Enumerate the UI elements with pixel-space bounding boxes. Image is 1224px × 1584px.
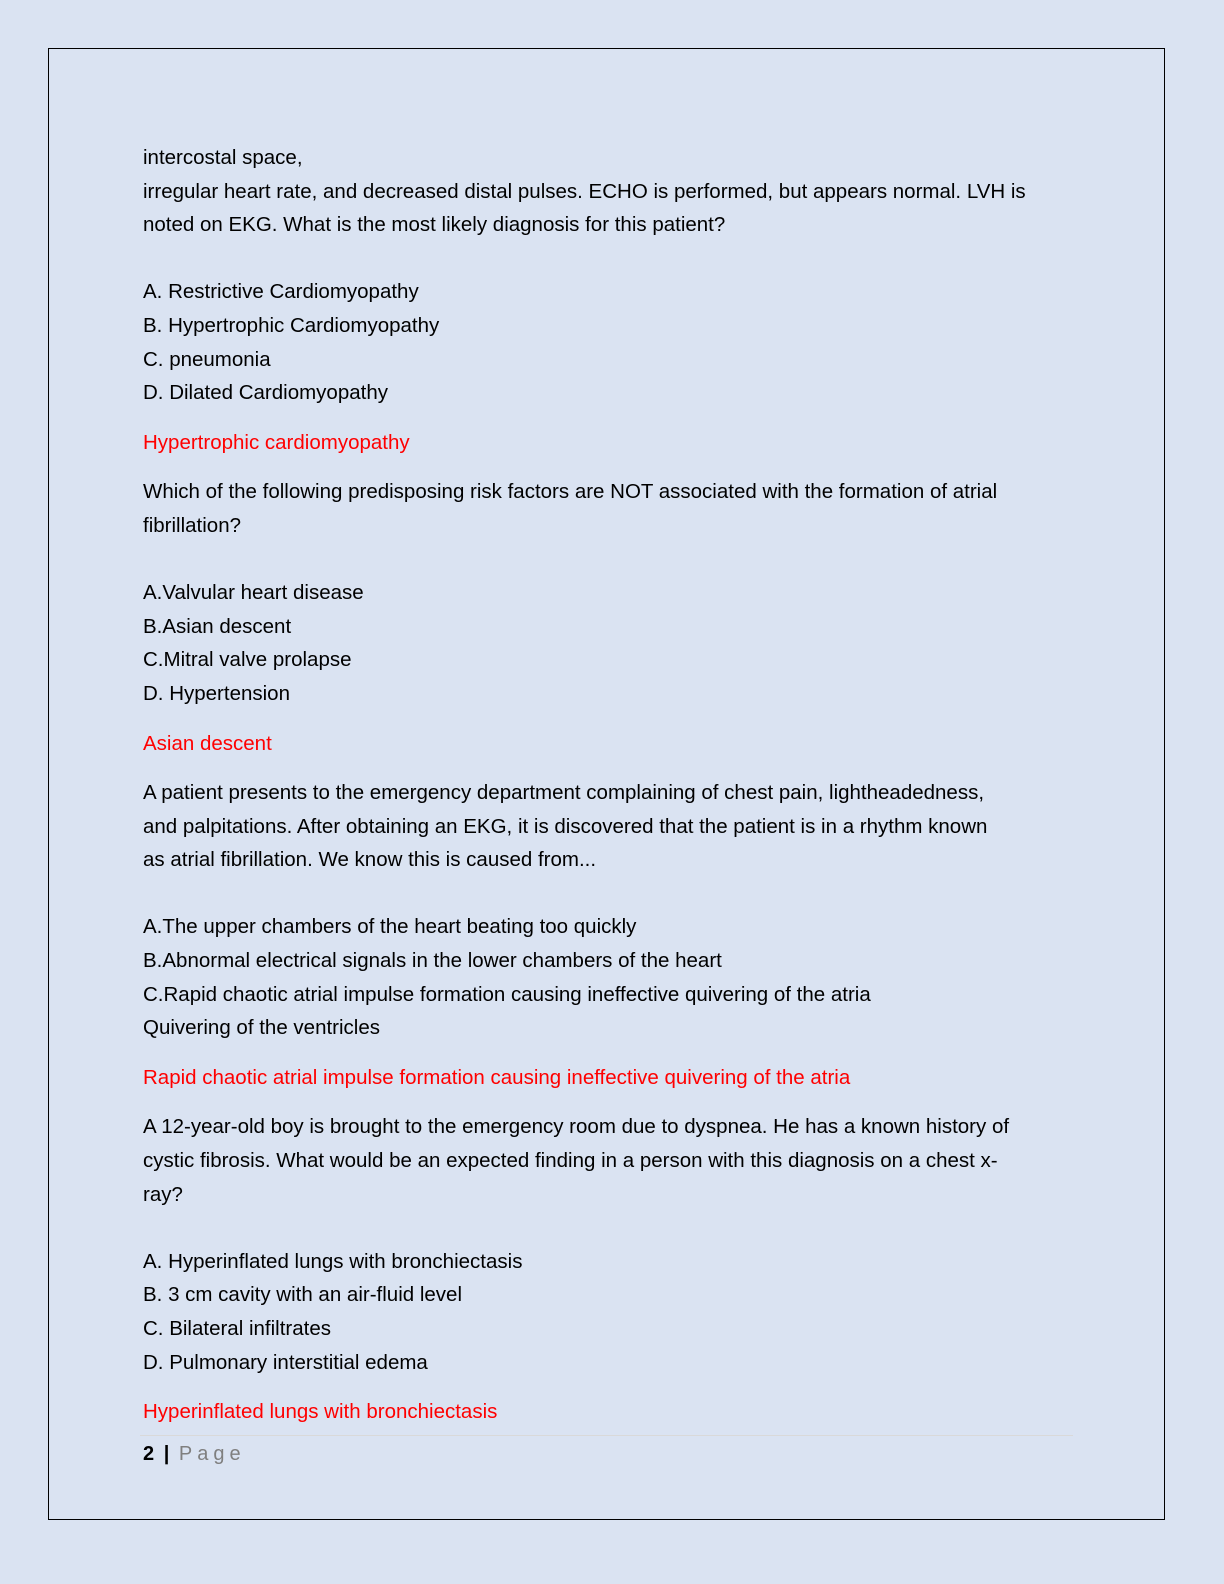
q3-option-b: B.Abnormal electrical signals in the lower chambers of the heart <box>143 949 722 973</box>
footer-divider <box>140 1435 1073 1436</box>
q2-option-d: D. Hypertension <box>143 681 290 705</box>
footer-separator: | <box>163 1443 170 1465</box>
spacer <box>143 877 1073 911</box>
q3-option-d: Quivering of the ventricles <box>143 1016 381 1040</box>
q3-stem-line-1: A patient presents to the emergency department complaining of chest pain, lightheadedness, <box>143 781 985 805</box>
q4-option-c: C. Bilateral infiltrates <box>143 1317 331 1340</box>
q4-option-a: A. Hyperinflated lungs with bronchiectasis <box>143 1249 523 1273</box>
q1-option-b: B. Hypertrophic Cardiomyopathy <box>143 313 440 337</box>
q2-option-a: A.Valvular heart disease <box>143 581 364 605</box>
q3-stem-line-3: as atrial fibrillation. We know this is caused from... <box>143 848 597 872</box>
q4-option-d: D. Pulmonary interstitial edema <box>143 1350 428 1374</box>
q3-stem-line-2: and palpitations. After obtaining an EKG, it is discovered that the patient is in a rhythm known <box>143 814 988 838</box>
q4-answer: Hyperinflated lungs with bronchiectasis <box>143 1400 498 1424</box>
q4-option-b: B. 3 cm cavity with an air-fluid level <box>143 1283 463 1307</box>
q2-stem-line-2: fibrillation? <box>143 513 241 537</box>
q4-stem-line-3: ray? <box>143 1182 183 1206</box>
document-body <box>143 141 1073 1445</box>
q1-stem-line-3: noted on EKG. What is the most likely diagnosis for this patient? <box>143 213 726 237</box>
page-footer <box>143 1440 246 1468</box>
q2-answer: Asian descent <box>143 731 272 755</box>
page-number: 2 <box>143 1443 155 1465</box>
q1-stem-line-2: irregular heart rate, and decreased distal pulses. ECHO is performed, but appears normal. LVH is <box>143 179 1026 203</box>
q1-answer: Hypertrophic cardiomyopathy <box>143 430 410 454</box>
spacer <box>143 543 1073 577</box>
spacer <box>143 1211 1073 1245</box>
q3-option-a: A.The upper chambers of the heart beating too quickly <box>143 915 637 939</box>
q1-option-c: C. pneumonia <box>143 347 271 371</box>
q4-stem-line-2: cystic fibrosis. What would be an expected finding in a person with this diagnosis on a chest x- <box>143 1149 998 1173</box>
q1-option-a: A. Restrictive Cardiomyopathy <box>143 280 419 304</box>
spacer <box>143 242 1073 276</box>
q1-option-d: D. Dilated Cardiomyopathy <box>143 381 388 405</box>
page-label: Page <box>178 1443 246 1465</box>
q3-answer: Rapid chaotic atrial impulse formation causing ineffective quivering of the atria <box>143 1065 851 1089</box>
q2-stem-line-1: Which of the following predisposing risk factors are NOT associated with the formation of atrial <box>143 480 998 504</box>
q4-stem-line-1: A 12-year-old boy is brought to the emergency room due to dyspnea. He has a known history of <box>143 1115 1010 1139</box>
q3-option-c: C.Rapid chaotic atrial impulse formation causing ineffective quivering of the atria <box>143 982 871 1006</box>
q1-stem-line-1: intercostal space, <box>143 146 303 169</box>
q2-option-b: B.Asian descent <box>143 614 292 638</box>
q2-option-c: C.Mitral valve prolapse <box>143 648 352 672</box>
